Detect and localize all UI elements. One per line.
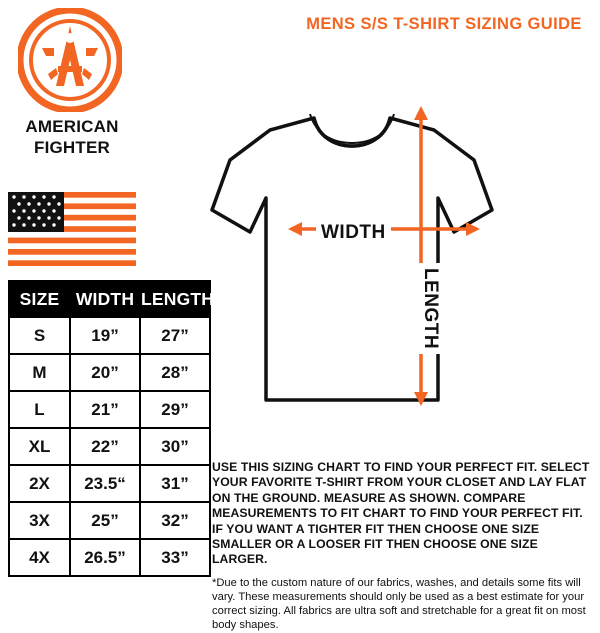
- cell-width: 19”: [70, 317, 140, 354]
- length-label: LENGTH: [419, 263, 441, 354]
- size-chart-table: [8, 280, 215, 577]
- table-row: [9, 502, 210, 539]
- brand-logo: [8, 8, 136, 176]
- instructions-main: USE THIS SIZING CHART TO FIND YOUR PERFECT FIT. SELECT YOUR FAVORITE T-SHIRT FROM YOUR CLOSET AND LAY FLAT ON THE GROUND. MEASURE AS SHOWN. COMPARE MEASUREMENTS TO FIT CHART TO FIND YOUR PERFECT FIT. IF YOU WANT A TIGHTER FIT THEN CHOOSE ONE SIZE SMALLER OR A LOOSER FIT THEN CHOOSE ONE SIZE LARGER.: [212, 460, 590, 567]
- cell-size: XL: [9, 428, 70, 465]
- table-header-width: WIDTH: [70, 281, 140, 317]
- cell-size: 4X: [9, 539, 70, 576]
- table-row: [9, 428, 210, 465]
- usa-flag-icon: [8, 192, 136, 266]
- tshirt-outline-icon: [210, 70, 595, 450]
- table-row: [9, 317, 210, 354]
- american-fighter-logo-icon: [18, 8, 122, 112]
- cell-size: M: [9, 354, 70, 391]
- table-row: [9, 391, 210, 428]
- cell-length: 31”: [140, 465, 210, 502]
- instructions-note: *Due to the custom nature of our fabrics, washes, and details some fits will vary. These measurements should only be used as a best estimate for your correct sizing. All fabrics are ultra soft and stretchable for a great fit on most body shapes.: [212, 576, 586, 632]
- brand-name: [8, 116, 136, 158]
- tshirt-diagram: [210, 70, 595, 450]
- cell-width: 21”: [70, 391, 140, 428]
- instructions-block: [212, 460, 594, 633]
- cell-width: 26.5”: [70, 539, 140, 576]
- cell-width: 25”: [70, 502, 140, 539]
- width-label: WIDTH: [316, 222, 391, 244]
- cell-width: 23.5“: [70, 465, 140, 502]
- brand-name-line2: FIGHTER: [33, 138, 110, 157]
- cell-length: 32”: [140, 502, 210, 539]
- page-title: MENS S/S T-SHIRT SIZING GUIDE: [306, 15, 582, 33]
- cell-length: 28”: [140, 354, 210, 391]
- table-row: [9, 465, 210, 502]
- cell-width: 20”: [70, 354, 140, 391]
- table-row: [9, 539, 210, 576]
- cell-length: 33”: [140, 539, 210, 576]
- cell-size: L: [9, 391, 70, 428]
- cell-size: S: [9, 317, 70, 354]
- cell-size: 3X: [9, 502, 70, 539]
- cell-size: 2X: [9, 465, 70, 502]
- cell-length: 29”: [140, 391, 210, 428]
- length-arrow-icon: [410, 106, 432, 406]
- cell-length: 30”: [140, 428, 210, 465]
- table-header-row: [9, 281, 210, 317]
- cell-width: 22”: [70, 428, 140, 465]
- cell-length: 27”: [140, 317, 210, 354]
- brand-name-line1: AMERICAN: [25, 117, 119, 136]
- table-header-size: SIZE: [9, 281, 70, 317]
- table-header-length: LENGTH: [140, 281, 210, 317]
- table-row: [9, 354, 210, 391]
